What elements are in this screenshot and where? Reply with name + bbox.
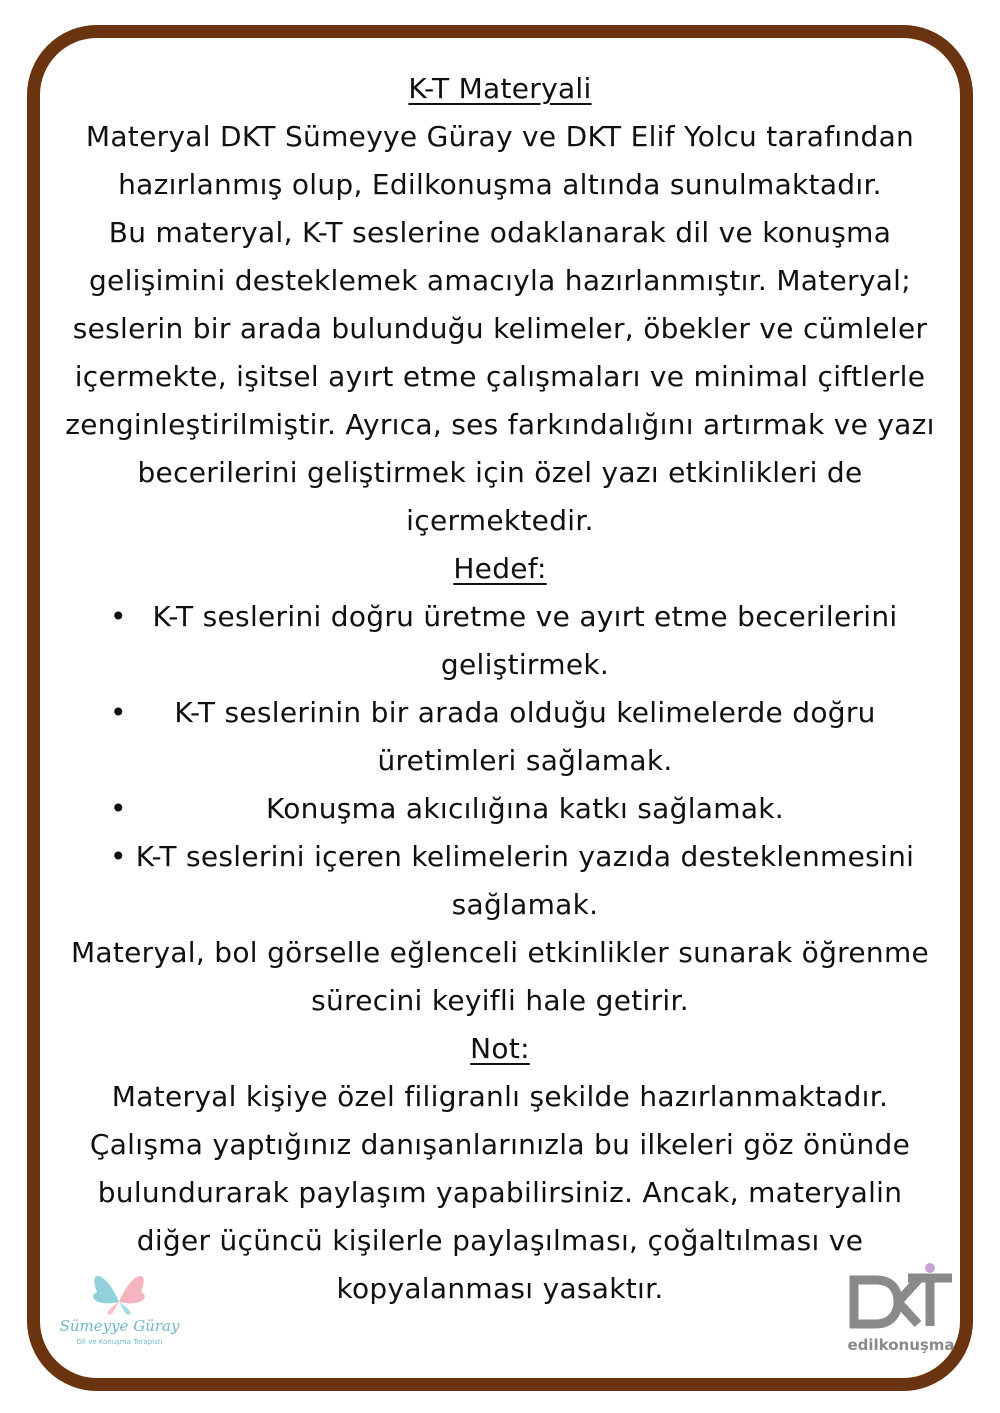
logo-left-subtitle: Dil ve Konuşma Terapisti — [76, 1338, 163, 1346]
note-heading: Not: — [470, 1032, 530, 1065]
goal-item: • K-T seslerinin bir arada olduğu kelimelerde doğru üretimleri sağlamak. — [60, 689, 940, 785]
goal-item: • K-T seslerini içeren kelimelerin yazıda desteklenmesini sağlamak. — [60, 833, 940, 929]
intro-paragraph: Materyal DKT Sümeyye Güray ve DKT Elif Yolcu tarafından hazırlanmış olup, Edilkonuşma altında sunulmaktadır. — [85, 120, 915, 201]
description-paragraph: Bu materyal, K-T seslerine odaklanarak dil ve konuşma gelişimini desteklemek amacıyla hazırlanmıştır. Materyal; seslerin bir arada bulunduğu kelimeler, öbekler ve cümleler içermekte, işitsel ayırt etme çalışmaları ve minimal çiftlerle zenginleştirilmiştir. Ayrıca, ses farkındalığını artırmak ve yazı becerilerini geliştirmek için özel yazı etkinlikleri de içermektedir. — [65, 216, 935, 537]
goal-item: • Konuşma akıcılığına katkı sağlamak. — [60, 785, 940, 833]
logo-right-name: edilkonuşma — [847, 1336, 955, 1354]
note-paragraph: Materyal kişiye özel filigranlı şekilde hazırlanmaktadır. Çalışma yaptığınız danışanlarınızla bu ilkeleri göz önünde bulundurarak paylaşım yapabilirsiniz. Ancak, materyalin diğer üçüncü kişilerle paylaşılması, çoğaltılması ve kopyalanması yasaktır. — [89, 1080, 911, 1305]
sumeyye-guray-logo — [52, 1262, 187, 1352]
closing-paragraph: Materyal, bol görselle eğlenceli etkinlikler sunarak öğrenme sürecini keyifli hale getirir. — [70, 936, 930, 1017]
logo-left-name: Sümeyye Güray — [59, 1317, 180, 1335]
document-body — [60, 65, 940, 1313]
page-title: K-T Materyali — [408, 72, 592, 105]
goal-item: • K-T seslerini doğru üretme ve ayırt etme becerilerini geliştirmek. — [60, 593, 940, 689]
edilkonusma-logo — [846, 1262, 956, 1357]
goals-list — [60, 593, 940, 929]
goals-heading: Hedef: — [453, 552, 547, 585]
dkt-mark-icon — [846, 1262, 956, 1332]
